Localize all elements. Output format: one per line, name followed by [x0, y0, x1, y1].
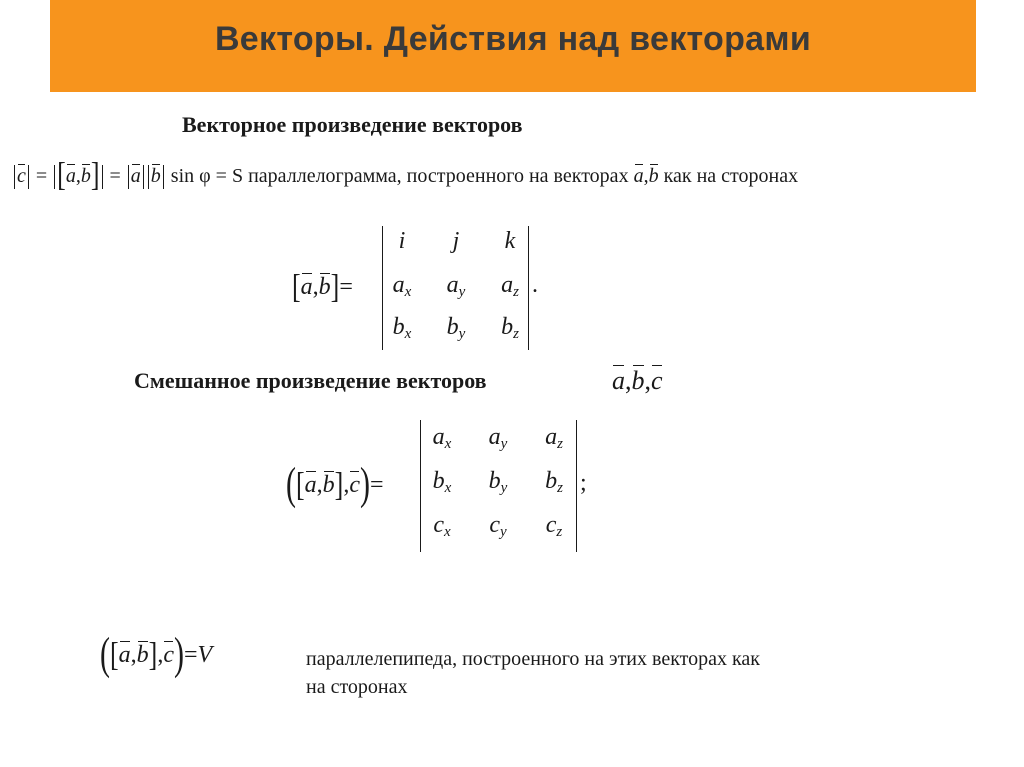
det1-cell-r0c2: k [504, 228, 516, 254]
det1-cell-r2c0: $b_x$ [392, 314, 412, 342]
det1-cell-r2c1: $b_y$ [446, 314, 466, 342]
parallelogram-text: параллелограмма, построенного на векторах [248, 165, 629, 187]
det2-cell-r0c2: $a_z$ [545, 424, 563, 452]
cross-product-lhs: [a,b]= [292, 267, 353, 306]
det2-cell-r2c0: $c_x$ [433, 512, 451, 540]
mixed-product-vectors: a,b,c [612, 366, 663, 395]
cross-product-terminator: . [532, 272, 538, 298]
volume-symbol: V [197, 642, 213, 668]
det2-cell-r0c0: $a_x$ [432, 424, 452, 452]
det1-cell-r1c2: $a_z$ [501, 272, 519, 300]
sin-equals-s: sin φ = S [170, 165, 244, 187]
det2-cell-r1c2: $b_z$ [545, 468, 563, 496]
det2-cell-r2c1: $c_y$ [489, 512, 507, 540]
det2-cell-r1c0: $b_x$ [432, 468, 452, 496]
det1-cell-r1c1: $a_y$ [446, 272, 466, 300]
volume-text-line1: параллелепипеда, построенного на этих векторах как [306, 648, 761, 670]
volume-formula: ([a,b],c)=V [100, 629, 213, 679]
det1-cell-r2c2: $b_z$ [501, 314, 519, 342]
on-sides-text: как на сторонах [663, 165, 799, 187]
cross-product-heading: Векторное произведение векторов [182, 112, 523, 137]
mixed-product-lhs: ([a,b],c)= [286, 459, 384, 509]
cross-product-determinant [382, 226, 529, 350]
det1-cell-r1c0: $a_x$ [392, 272, 412, 300]
det2-cell-r0c1: $a_y$ [488, 424, 508, 452]
det2-cell-r2c2: $c_z$ [545, 512, 563, 540]
volume-text-line2: на сторонах [306, 676, 408, 698]
mixed-product-terminator: ; [580, 470, 587, 496]
slide-title: Векторы. Действия над векторами [214, 20, 812, 58]
mixed-product-heading: Смешанное произведение векторов [134, 368, 487, 393]
cross-product-modulus-formula: c = [a,b] = a b sin φ = S параллелограмма, построенного на векторах a,b как на сторонах [12, 160, 798, 190]
title-banner [50, 0, 976, 92]
mixed-product-determinant [420, 420, 577, 552]
det2-cell-r1c1: $b_y$ [488, 468, 508, 496]
det1-cell-r0c1: j [452, 228, 460, 254]
det1-cell-r0c0: i [398, 228, 406, 254]
